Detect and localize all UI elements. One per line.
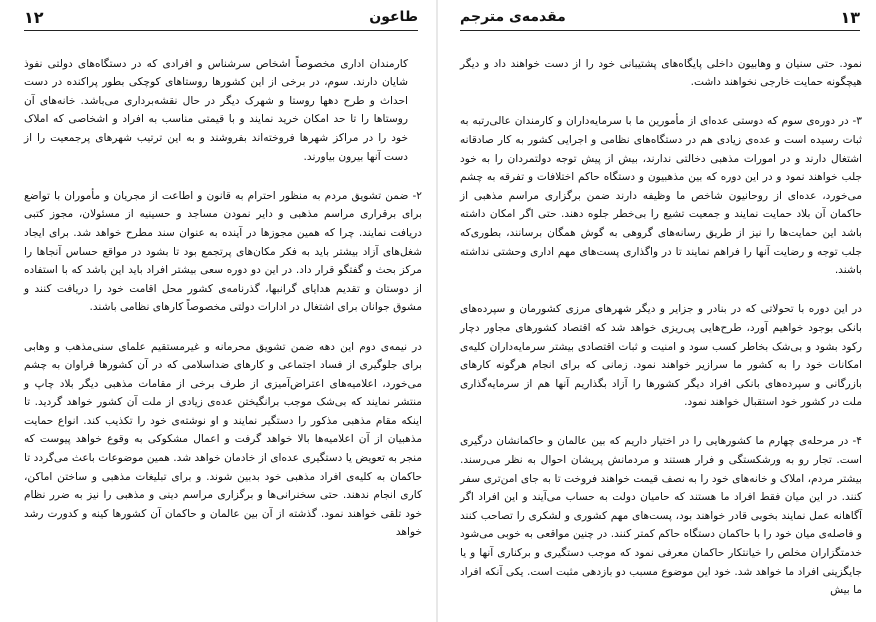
left-header-rule bbox=[24, 30, 418, 31]
right-page-body bbox=[460, 36, 862, 620]
left-page-running-title: طاعون bbox=[369, 9, 418, 25]
right-page-header bbox=[460, 6, 860, 28]
left-page-number: ١٢ bbox=[24, 7, 44, 27]
left-paragraph-2: ۲- ضمن تشویق مردم به منظور احترام به قانون و اطاعت از مجریان و مأموران با تواضع برای برقراری مراسم مذهبی و دایر نمودن مساجد و حسینیه از مسئولان، مجوز کتبی دریافت نمایند. چرا که همین مجوزها در آینده به عنوان سند مطرح خواهد شد. برای ایجاد شغل‌های آزاد بیشتر باید به فکر مکان‌های پرتجمع بود تا بشود در مواقع حساس آنجاها را مرکز بحث و گفتگو قرار داد. در این دو دوره سعی بیشتر افراد باید این باشد که با استفاده از دوستان و تقدیم هدایای گرانبها، گذرنامه‌ی کشور محل اقامت خود را دریافت کنند و مشوق جوانان برای اشتغال در ادارات دولتی مخصوصاً کارهای نظامی باشند. bbox=[24, 189, 422, 314]
right-page-running-title: مقدمه‌ی مترجم bbox=[460, 9, 566, 25]
right-page bbox=[438, 0, 876, 622]
right-paragraph-1: نمود. حتی سنیان و وهابیون داخلی پایگاه‌های پشتیبانی خود را از دست خواهند داد و دیگر هیچگونه حمایت خارجی نخواهند داشت. bbox=[460, 57, 862, 89]
left-page-body bbox=[24, 36, 422, 563]
left-paragraph-3: در نیمه‌ی دوم این دهه ضمن تشویق محرمانه و غیرمستقیم علمای سنی‌مذهب و وهابی برای جلوگیری از فساد اجتماعی و کارهای ضداسلامی که در آن کشورها فراوان به چشم می‌خورد، اعلامیه‌های اعتراض‌آمیزی از طرف برخی از مقامات مذهبی دیگر بلاد چاپ و منتشر نمایند که بی‌شک موجب برانگیختن عده‌ی زیادی از ملت آن کشور خواهد گردید. تا اینکه مقام مذهبی مذکور را دستگیر نمایند و او نوشته‌ی خود را تکذیب کند. انواع حمایت مذهبیان از آن اعلامیه‌ها بالا خواهد گرفت و اعمال مشکوکی به وقوع خواهد پیوست که منجر به تعویض یا دستگیری عده‌ای از خادمان خواهد شد. همین موضوعات باعث می‌گردد تا حاکمان به کلیه‌ی افراد مذهبی خود بدبین شوند. و برای تبلیغات مذهبی و ساختن اماکن، کاری انجام ندهند. حتی سخنرانی‌ها و برگزاری مراسم دینی و مذهبی را نیز به ضرر نظام خود تلقی خواهند نمود. گذشته از آن بین عالمان و حاکمان آن کشورها کینه و کدورت رشد خواهد bbox=[24, 340, 422, 539]
right-header-rule bbox=[460, 30, 860, 31]
left-page-header bbox=[24, 6, 418, 28]
right-paragraph-3: در این دوره با تحولاتی که در بنادر و جزایر و دیگر شهرهای مرزی کشورمان و سپرده‌های بانکی بوجود خواهیم آورد، طرح‌هایی پی‌ریزی خواهد شد که اقتصاد کشورهای مجاور دچار رکود بشود و بی‌شک بخاطر کسب سود و امنیت و ثبات اقتصادی بیشتر سرمایه‌داران کلیه‌ی امکانات خود را به کشور ما سرازیر خواهند نمود. زمانی که برای انجام هرگونه کارهای بازرگانی و سپرده‌های بانکی افراد دیگر کشورها را آزاد بگذاریم آنها هم از سرمایه‌گذاری ملت در کشور خود استقبال خواهند نمود. bbox=[460, 303, 862, 409]
right-page-number: ١٣ bbox=[840, 7, 860, 27]
right-paragraph-4: ۴- در مرحله‌ی چهارم ما کشورهایی را در اختیار داریم که بین عالمان و حاکمانشان درگیری است. تجار رو به ورشکستگی و فرار هستند و مردمانش پریشان احوال به نظر می‌رسند. بیشتر مردم، املاک و خانه‌های خود را به نصف قیمت خواهند فروخت تا به جای امن‌تری سفر کنند. در این میان فقط افراد ما هستند که حامیان دولت به حساب می‌آیند و این افراد اگر آگاهانه عمل نمایند بخوبی قادر خواهند بود، پست‌های مهم کشوری و لشکری را تصاحب کنند و فاصله‌ی میان خود را با حاکمان دستگاه حاکم کمتر کنند. در چنین مواقعی به خوبی می‌شود خدمتگزاران مخلص را خیانتکار حاکمان معرفی نمود که موجب دستگیری و برکناری آنها و یا جایگزینی افراد ما خواهد شد. خود این موضوع مسبب دو بازدهی مثبت است. یکی آنکه افراد ما بیش bbox=[460, 435, 862, 597]
left-paragraph-1: کارمندان اداری مخصوصاً اشخاص سرشناس و افرادی که در دستگاه‌های دولتی نفوذ شایان دارند. سوم، در برخی از این کشورها روستاهای کوچکی بطور پراکنده در دست احداث و طرح دهها روستا و شهرک دیگر در حال نقشه‌برداری می‌باشد. خانه‌های آن روستاها را تا حد امکان خرید نمایند و با قیمتی مناسب به افراد و اشخاصی که املاک خود را در مراکز شهرها فروخته‌اند بفروشند و به این ترتیب شهرهای پرجمعیت را از دست آنها بیرون بیاورند. bbox=[24, 57, 408, 163]
right-paragraph-2: ۳- در دوره‌ی سوم که دوستی عده‌ای از مأمورین ما با سرمایه‌داران و کارمندان عالی‌رتبه به ثبات رسیده است و عده‌ی زیادی هم در دستگاه‌های نظامی و اجرایی کشور به کار صادقانه اشتغال دارند و در امورات مذهبی دخالتی ندارند، بیش از پیش توجه دولتمردان را به خود جلب خواهند نمود و در این دوره که بین مذهبیون و دستگاه حاکم اختلافات و تفرقه به چشم می‌خورد، عده‌ای از روحانیون شاخص ما وظیفه دارند ضمن برگزاری مراسم مذهبی از حاکمان آن بلاد حمایت نمایند و جمعیت تشیع را بی‌خطر جلوه دهند. حتی اگر امکان داشته باشد این حمایت‌ها را نیز از طریق رسانه‌های گروهی به گوش همگان برسانند، بطوری‌که جلب توجه و رضایت آنها را فراهم نمایند تا در واگذاری پست‌های مهم اداری وحشتی نداشته باشند. bbox=[460, 115, 862, 277]
